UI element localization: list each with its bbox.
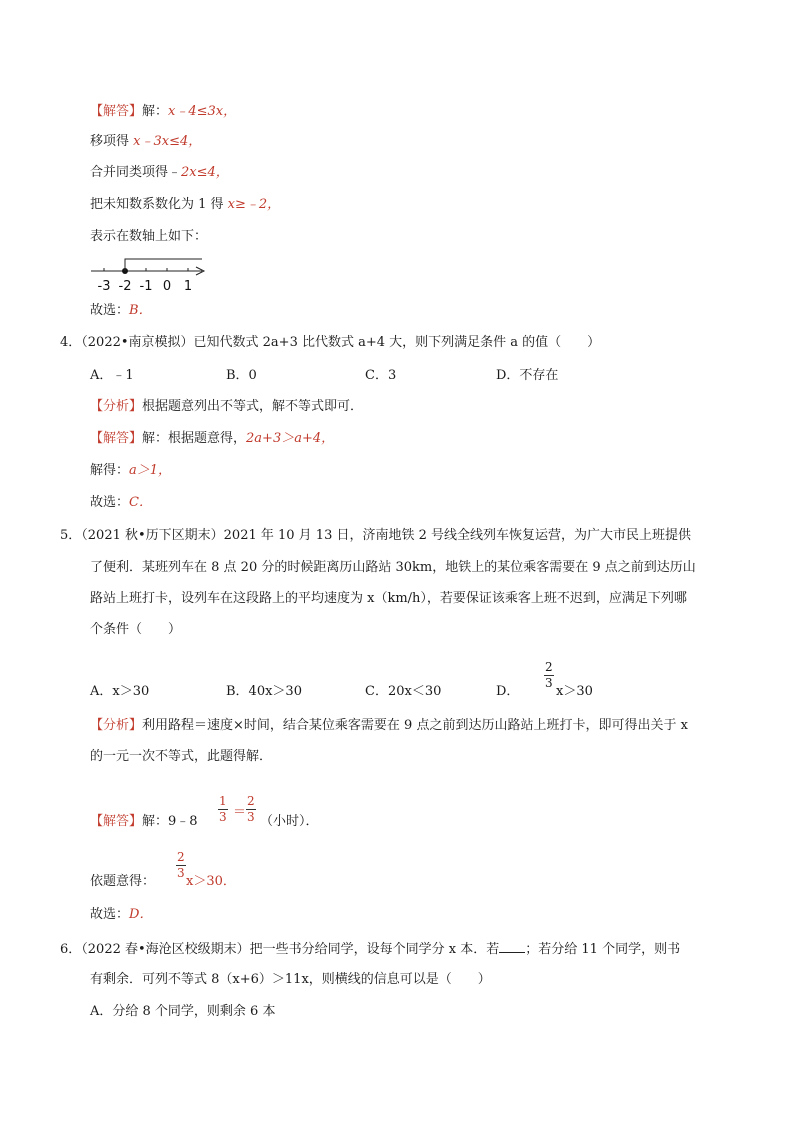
fraction-numerator: 2: [177, 850, 185, 864]
q5-stem-line: 个条件（ ）: [90, 622, 182, 637]
step-label: 解得：: [90, 463, 130, 478]
fraction-numerator: 2: [247, 794, 255, 808]
fill-blank: [499, 940, 525, 953]
analysis-text: 利用路程＝速度×时间，结合某位乘客需要在 9 点之前到达历山路站上班打卡，即可得出关于 x: [142, 718, 688, 733]
q4-stem: 4．（2022•南京模拟）已知代数式 2a+3 比代数式 a+4 大，则下列满足条件 a 的值（ ）: [60, 335, 601, 350]
q3-numberline-intro: 表示在数轴上如下：: [90, 229, 208, 244]
answer-choice: D．: [129, 907, 153, 922]
fraction-denominator: 3: [247, 810, 255, 824]
q4-option-d: D．不存在: [496, 368, 559, 383]
q4-step: [90, 462, 171, 480]
equals-sign: ＝: [233, 805, 247, 820]
solution-prefix: 解：: [142, 104, 169, 119]
tick-label: 0: [162, 279, 172, 294]
step-label: 把未知数系数化为 1 得: [90, 197, 228, 212]
q5-stem-line: 5．（2021 秋•历下区期末）2021 年 10 月 13 日，济南地铁 2 号线全线列车恢复运营，为广大市民上班提供: [60, 528, 692, 543]
q5-option-d-label: D．: [496, 684, 520, 699]
q4-option-b: B．0: [226, 368, 257, 383]
solution-tag: 【解答】: [90, 431, 143, 446]
math-expr: x﹣4≤3x，: [168, 104, 237, 119]
fraction-denominator: 3: [545, 676, 553, 690]
q5-answer: [90, 906, 152, 924]
tick-label: 1: [183, 279, 193, 294]
answer-prefix: 故选：: [90, 495, 130, 510]
tick-label: -1: [139, 279, 153, 294]
q5-solution-fraction-2: [246, 795, 256, 824]
number-line: [88, 256, 213, 294]
q5-yi-expr: x＞30．: [186, 874, 236, 889]
analysis-text: 根据题意列出不等式，解不等式即可．: [142, 399, 364, 414]
fraction-denominator: 3: [177, 866, 185, 880]
q4-answer: [90, 494, 152, 512]
q3-step1: [90, 133, 201, 151]
answer-choice: B．: [129, 303, 152, 318]
solution-text: 解：根据题意得，: [142, 431, 247, 446]
q6-stem-line: 有剩余．可列不等式 8（x+6）＞11x，则横线的信息可以是（ ）: [90, 972, 491, 987]
analysis-tag: 【分析】: [90, 399, 143, 414]
fraction-denominator: 3: [219, 810, 227, 824]
solution-tag: 【解答】: [90, 104, 143, 119]
q5-solution-line: [90, 813, 198, 831]
step-label: 合并同类项得﹣: [90, 165, 182, 180]
answer-choice: C．: [129, 495, 152, 510]
solution-tag: 【解答】: [90, 814, 143, 829]
q4-option-c: C．3: [365, 368, 397, 383]
math-expr: 2a+3＞a+4，: [246, 431, 335, 446]
q5-option-d-expr: x＞30: [556, 684, 593, 699]
q5-yi-label: 依题意得：: [90, 874, 156, 889]
analysis-tag: 【分析】: [90, 718, 143, 733]
answer-prefix: 故选：: [90, 907, 130, 922]
q4-solution: [90, 430, 334, 448]
q5-solution-fraction-1: [218, 795, 228, 824]
solution-text: 解：9﹣8: [142, 814, 198, 829]
math-expr: x﹣3x≤4，: [133, 134, 202, 149]
q4-option-a: A．﹣1: [90, 368, 134, 383]
q4-analysis: [90, 398, 363, 416]
math-expr: 2x≤4，: [181, 165, 229, 180]
tick-label: -3: [97, 279, 111, 294]
q5-option-d-fraction: [544, 661, 554, 690]
q5-option-b: B．40x＞30: [226, 684, 302, 699]
q5-analysis-line: [90, 717, 688, 735]
q3-solution-line: [90, 103, 236, 121]
q3-step3: [90, 196, 280, 214]
fraction-numerator: 1: [219, 794, 227, 808]
q3-step2: [90, 164, 229, 182]
math-expr: x≥﹣2，: [227, 197, 281, 212]
q5-option-a: A．x＞30: [90, 684, 150, 699]
step-label: 移项得: [90, 134, 134, 149]
q3-answer: [90, 302, 152, 320]
q5-yi-fraction: [176, 851, 186, 880]
q5-stem-line: 了便利．某班列车在 8 点 20 分的时候距离历山路站 30km，地铁上的某位乘客需要在 9 点之前到达历山: [90, 560, 696, 575]
stem-text: 6．（2022 春•海沧区校级期末）把一些书分给同学，设每个同学分 x 本．若: [60, 942, 500, 957]
q5-analysis-line: 的一元一次不等式，此题得解．: [90, 749, 273, 764]
q5-option-c: C．20x＜30: [365, 684, 442, 699]
unit-text: （小时）．: [260, 814, 319, 829]
q6-option-a: A．分给 8 个同学，则剩余 6 本: [90, 1004, 276, 1019]
tick-label: -2: [118, 279, 132, 294]
solution-ray: [125, 259, 202, 271]
answer-prefix: 故选：: [90, 303, 130, 318]
fraction-numerator: 2: [545, 660, 553, 674]
q6-stem-line: [60, 940, 680, 959]
math-expr: a＞1，: [129, 463, 172, 478]
q5-stem-line: 路站上班打卡，设列车在这段路上的平均速度为 x（km/h），若要保证该乘客上班不迟到，应满足下列哪: [90, 591, 687, 606]
stem-text: ；若分给 11 个同学，则书: [525, 942, 681, 957]
